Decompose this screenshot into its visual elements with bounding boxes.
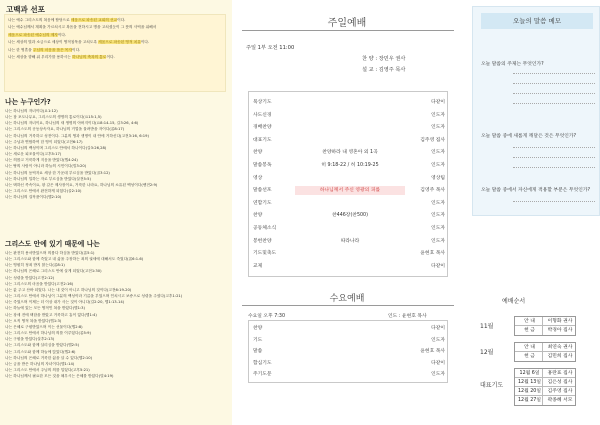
confession-text: 이다.	[72, 47, 81, 52]
order-item: 봉헌찬양	[253, 238, 272, 244]
roster-row	[515, 317, 575, 326]
who-am-i-section	[5, 96, 227, 200]
because-list	[5, 250, 227, 379]
roster-role: 12월 6일	[517, 369, 543, 378]
who-line: 나는 하나님의 걸작품이다(엡2:10)	[5, 195, 62, 200]
order-item: 찬양	[253, 326, 263, 331]
right-panel	[472, 0, 600, 425]
memo-question: 오늘 말씀 중에 새롭게 깨달은 것은 무엇인가?	[481, 134, 577, 139]
order-detail: 찬양하라 내 영혼아 외 1곡	[322, 150, 378, 156]
order-row	[249, 359, 449, 368]
order-person: 인도자	[431, 213, 445, 219]
because-line: 나는 그리스도 안에서 주님의 의를 입었다(고후5:21)	[5, 367, 90, 372]
because-title: 그리스도 안에 있기 때문에 나는	[5, 240, 100, 248]
who-list	[5, 108, 227, 200]
roster-role: 헌 금	[517, 326, 543, 335]
order-row	[249, 148, 449, 157]
officiant-praise: 찬 양 : 장민우 권사	[362, 56, 406, 62]
roster-row	[515, 387, 575, 396]
order-row	[249, 174, 449, 183]
because-line: 나는 하늘에 있는 모든 영적인 복을 받았다(엡1:3)	[5, 306, 85, 311]
order-person: 윤현호 목사	[420, 349, 445, 354]
memo-writing-line	[513, 83, 595, 84]
memo-question: 오늘 말씀 중에서 자신에게 적용할 부분은 무엇인가?	[481, 188, 591, 193]
order-row	[249, 161, 449, 170]
wednesday-order-box	[248, 320, 448, 383]
because-line: 나는 금을 받은 하나님의 자녀이다(엡1:14)	[5, 361, 75, 366]
confession-line	[8, 32, 222, 39]
order-row	[249, 370, 449, 379]
confession-highlight: 주님의 마음을 품은 목자	[32, 47, 73, 52]
who-line: 나는 하나님의 자녀이다(요1:12)	[5, 109, 58, 113]
confession-highlight: 세움으로 파송된 예수님의 제자	[8, 32, 58, 37]
left-panel	[0, 0, 232, 425]
order-person: 다같이	[431, 326, 445, 331]
order-detail: 찬446장(찬500)	[332, 213, 368, 219]
confession-line	[8, 39, 222, 46]
order-row	[249, 186, 449, 195]
roster-row	[515, 396, 575, 405]
roster-row	[515, 369, 575, 378]
order-person: 인도자	[431, 238, 445, 244]
confession-line	[8, 24, 222, 31]
because-line: 나는 그리스도 안에서 하나님의 의를 이루었다(롬5:9)	[5, 331, 91, 336]
order-person: 인도자	[431, 372, 445, 377]
order-item: 묵상기도	[253, 100, 272, 105]
because-line: 나는 하나님의 은혜로 거룩한 삶을 살 수 있다(엡2:10)	[5, 355, 93, 360]
because-line: 나는 그리스도의 마음을 받았다(고전2:16)	[5, 281, 74, 286]
order-item: 사도신경	[253, 112, 272, 118]
who-line: 나는 새로운 피조물이다(고후5:17)	[5, 152, 62, 157]
because-line: 나는 영원히 정죄 받지 않는다(롬8:1)	[5, 263, 65, 268]
wednesday-leader: 인도 : 윤현호 목사	[388, 314, 427, 319]
confession-line	[8, 47, 222, 54]
roster-label: 11월	[480, 323, 494, 330]
order-item: 영상	[253, 175, 263, 181]
officiant-sermon: 설 교 : 김영주 목사	[362, 67, 406, 73]
memo-writing-line	[513, 201, 595, 202]
memo-writing-line	[513, 93, 595, 94]
roster-label: 12월	[480, 349, 494, 356]
order-person: 인도자	[431, 226, 445, 231]
order-person: 인도자	[431, 163, 445, 168]
memo-writing-line	[513, 157, 595, 158]
roster-row	[515, 343, 575, 352]
confession-box	[4, 14, 226, 92]
order-item: 기도	[253, 337, 263, 343]
who-line: 나는 하나님의 자녀이요, 하나님의 새 생명의 아버지이다(요8:14-15, 갈3:26, 4:6)	[5, 121, 139, 126]
order-row	[249, 237, 449, 246]
who-line: 나는 하나님의 백성이며 그리스도 안에서 하나이다(갈3:26,28)	[5, 145, 107, 150]
who-line: 나는 그리스도 안에서 완전하게 되었다(골2:10)	[5, 189, 82, 194]
confession-text: 이다.	[106, 55, 115, 60]
sunday-title: 주일예배	[327, 18, 367, 29]
order-item: 합심기도	[253, 360, 272, 366]
roster-role: 12월 20일	[517, 389, 541, 394]
order-person: 윤현호 목사	[420, 251, 445, 257]
order-item: 연합기도	[253, 200, 272, 206]
wednesday-time: 수요일 오후 7:30	[248, 314, 285, 319]
roster-role: 안 내	[517, 317, 543, 326]
because-line: 나는 값 주고 산바 되었다. 나는 내 것이 아니고 하나님의 것이다(고전6:19-20)	[5, 287, 132, 292]
because-line: 나는 구원을 받았다(살후2:13)	[5, 337, 55, 342]
order-person: 다같이	[431, 100, 445, 105]
order-row	[249, 98, 449, 107]
because-line: 나는 오직 영적 복을 받았다(엡1:3)	[5, 318, 62, 323]
roster-name: 곽종혜 서모	[547, 398, 573, 403]
confession-text: 나는 세상의 빛과 소금으로 세상이 영적침묵을 고치도록	[8, 40, 99, 45]
order-row	[249, 123, 449, 132]
roster-name: 김주영 집사	[547, 389, 573, 394]
order-person: 김영주 목사	[420, 188, 445, 194]
confession-text: 이다.	[140, 40, 150, 45]
order-row	[249, 136, 449, 145]
because-line: 나는 그리스도 안에서 하나님이 그분의 백성이라 기름을 부었으며 인치시고 보증으로 성령을 주셨다(고후1:21)	[5, 294, 183, 299]
order-row	[249, 249, 449, 258]
who-line: 나는 하나님의 거룩하고 성전이다. 그분의 영과 생명이 내 안에 거하신다(고전3:16, 6:19)	[5, 133, 149, 138]
order-person: 영상팀	[431, 175, 445, 181]
who-line: 나는 하나님의 동역자요 세상 한 가운데 부르심을 받았다(골3:12)	[5, 170, 110, 175]
because-line: 나는 그리스도와 함께 살리심을 받았다(엡2:5)	[5, 343, 80, 348]
confession-text: 나는 예수 그리스도의 복음에 합당으로	[8, 18, 71, 22]
sunday-divider	[242, 30, 454, 31]
who-line: 나는 그리스도의 공동상속자요, 하나님의 거업을 물려받을 자이다(롬8:17)	[5, 127, 125, 132]
because-line: 나는 창세 전에 택함을 받았고 거룩하고 흠이 없다(엡1:4)	[5, 312, 97, 317]
because-line: 나는 그리스도와 함께 하늘에 앉았다(엡2:6)	[5, 349, 76, 354]
order-row	[249, 324, 449, 333]
order-item: 찬양	[253, 213, 263, 219]
wednesday-title: 수요예배	[329, 294, 365, 304]
because-line: 나는 그리스도와 함께 죽었고 내 삶을 주장하는 죄의 권세에 대해서도 죽었다(롬6:1-6)	[5, 257, 144, 262]
confession-text: 나는 예수님께서 계획을 가르치시고 복음을 전하시고 병을 고치셨듯이 그 뜻의 사역을 위해서	[8, 25, 157, 30]
who-line: 나는 땅의 사람이 아니라 하늘의 시민이다(빌3:20)	[5, 164, 87, 169]
order-row	[249, 224, 449, 233]
order-item: 말씀	[253, 349, 263, 354]
order-item: 말씀봉독	[253, 163, 272, 168]
order-item: 경배찬양	[253, 125, 272, 131]
memo-writing-line	[513, 167, 595, 168]
who-title: 나는 누구인가?	[5, 98, 51, 106]
order-row	[249, 336, 449, 345]
confession-highlight: 하나님의 축복의 통로	[72, 55, 107, 60]
roster-role: 12월 13일	[517, 380, 541, 385]
order-item: 주기도문	[253, 372, 272, 377]
because-line: 나는 하나님의 은혜로 그리스도 안에 살게 되었다(고전1:30)	[5, 269, 102, 274]
because-line: 나는 하나님께서 필요한 모든 것을 채우시는 은혜를 받았다(빌4:19)	[5, 374, 114, 379]
because-section	[5, 238, 227, 379]
order-item: 교제	[253, 263, 263, 269]
order-person: 인도자	[431, 125, 445, 131]
confession-text: 나는 세상을 향해 위 우리가를 용하시는	[8, 55, 73, 60]
order-row	[249, 111, 449, 120]
roster-table	[514, 342, 576, 362]
because-line: 나는 죽었으며 이제는 더 이상 내가 사는 것이 아니다(갈2:20, 엡1:13-14)	[5, 300, 125, 305]
roster-label: 대표기도	[480, 382, 504, 389]
order-item: 기도및축도	[253, 251, 277, 257]
order-item: 말씀선포	[253, 188, 272, 194]
roster-table	[514, 368, 576, 406]
roster-name: 박경아 집사	[547, 328, 573, 333]
roster-name: 홍란표 집사	[547, 371, 573, 376]
roster-name: 이형화 권사	[547, 319, 573, 324]
order-person: 김주영 집사	[420, 137, 445, 143]
roster-row	[515, 326, 575, 335]
memo-box	[472, 6, 600, 216]
roster-role: 헌 금	[517, 352, 543, 361]
sunday-time: 주일 1부 오전 11:00	[246, 45, 295, 51]
confession-text: 이다.	[57, 32, 67, 37]
because-line: 나는 완전히 용서받았으며 의롭다 하심을 받았다(롬5:1)	[5, 251, 95, 255]
confession-highlight: 세움으로 파송된 영적 치유	[98, 40, 141, 45]
confession-text: 나는 한 영혼을	[8, 47, 33, 52]
because-line: 나는 성령을 받았다(고전2:12)	[5, 275, 55, 280]
wednesday-divider	[242, 305, 454, 306]
who-line: 나는 택하신 족속이요, 왕 같은 제사장이요, 거룩한 나라요, 하나님의 소유된 백성이다(벧전2:9)	[5, 182, 158, 187]
who-line: 나는 의롭고 거룩하게 지음을 받았다(엡4:24)	[5, 158, 78, 163]
memo-writing-line	[513, 103, 595, 104]
roster-row	[515, 378, 575, 387]
memo-question: 오늘 말씀의 주제는 무엇인가?	[481, 62, 544, 67]
middle-panel	[238, 0, 456, 425]
memo-writing-line	[513, 147, 595, 148]
roster-name: 김은성 집사	[547, 380, 573, 385]
roster-name: 최연숙 권사	[547, 345, 573, 350]
order-person: 다같이	[431, 263, 445, 269]
order-item: 대표기도	[253, 137, 272, 143]
confession-title: 고백과 선포	[6, 5, 45, 14]
order-person: 다같이	[431, 360, 445, 366]
order-row	[249, 347, 449, 356]
order-detail: 히 9:18-22 / 히 10:19-25	[321, 163, 379, 168]
who-line: 나는 주님과 연합하여 한 영이 되었다(고전6:17)	[5, 139, 83, 144]
memo-title: 오늘의 말씀 메모	[481, 13, 593, 29]
order-detail: 따라나라	[340, 238, 360, 244]
order-row	[249, 199, 449, 208]
order-row	[249, 211, 449, 220]
prayer-title: 예배순서	[502, 298, 526, 305]
who-line: 나는 참 포도나무요, 그리스도의 생명의 통로이다(요15:1,5)	[5, 115, 102, 120]
order-item: 찬양	[253, 150, 263, 156]
confession-text: 이다.	[117, 18, 126, 22]
because-line: 나는 은혜로 구원받았으며 이는 선물이다(엡2:8)	[5, 324, 83, 329]
confession-highlight: 세움으로 파송된 교회의 선교	[70, 18, 118, 22]
roster-role: 12월 27일	[517, 398, 541, 403]
order-row	[249, 262, 449, 271]
order-person: 인도자	[431, 112, 445, 118]
roster-row	[515, 352, 575, 361]
who-line: 나는 하나님의 일하는 자로 부르심을 받았다(살전5:5)	[5, 176, 91, 181]
memo-writing-line	[513, 73, 595, 74]
roster-table	[514, 316, 576, 336]
sunday-order-box	[248, 91, 448, 277]
roster-role: 안 내	[517, 343, 543, 352]
roster-name: 김민희 집사	[547, 354, 573, 359]
order-detail: 하나님께서 주신 영광의 피를	[295, 186, 405, 195]
order-item: 공동체소식	[253, 226, 277, 231]
order-person: 인도자	[431, 150, 445, 156]
confession-line	[8, 54, 222, 61]
order-person: 인도자	[431, 337, 445, 343]
order-person: 인도자	[431, 200, 445, 206]
confession-line	[8, 17, 222, 24]
